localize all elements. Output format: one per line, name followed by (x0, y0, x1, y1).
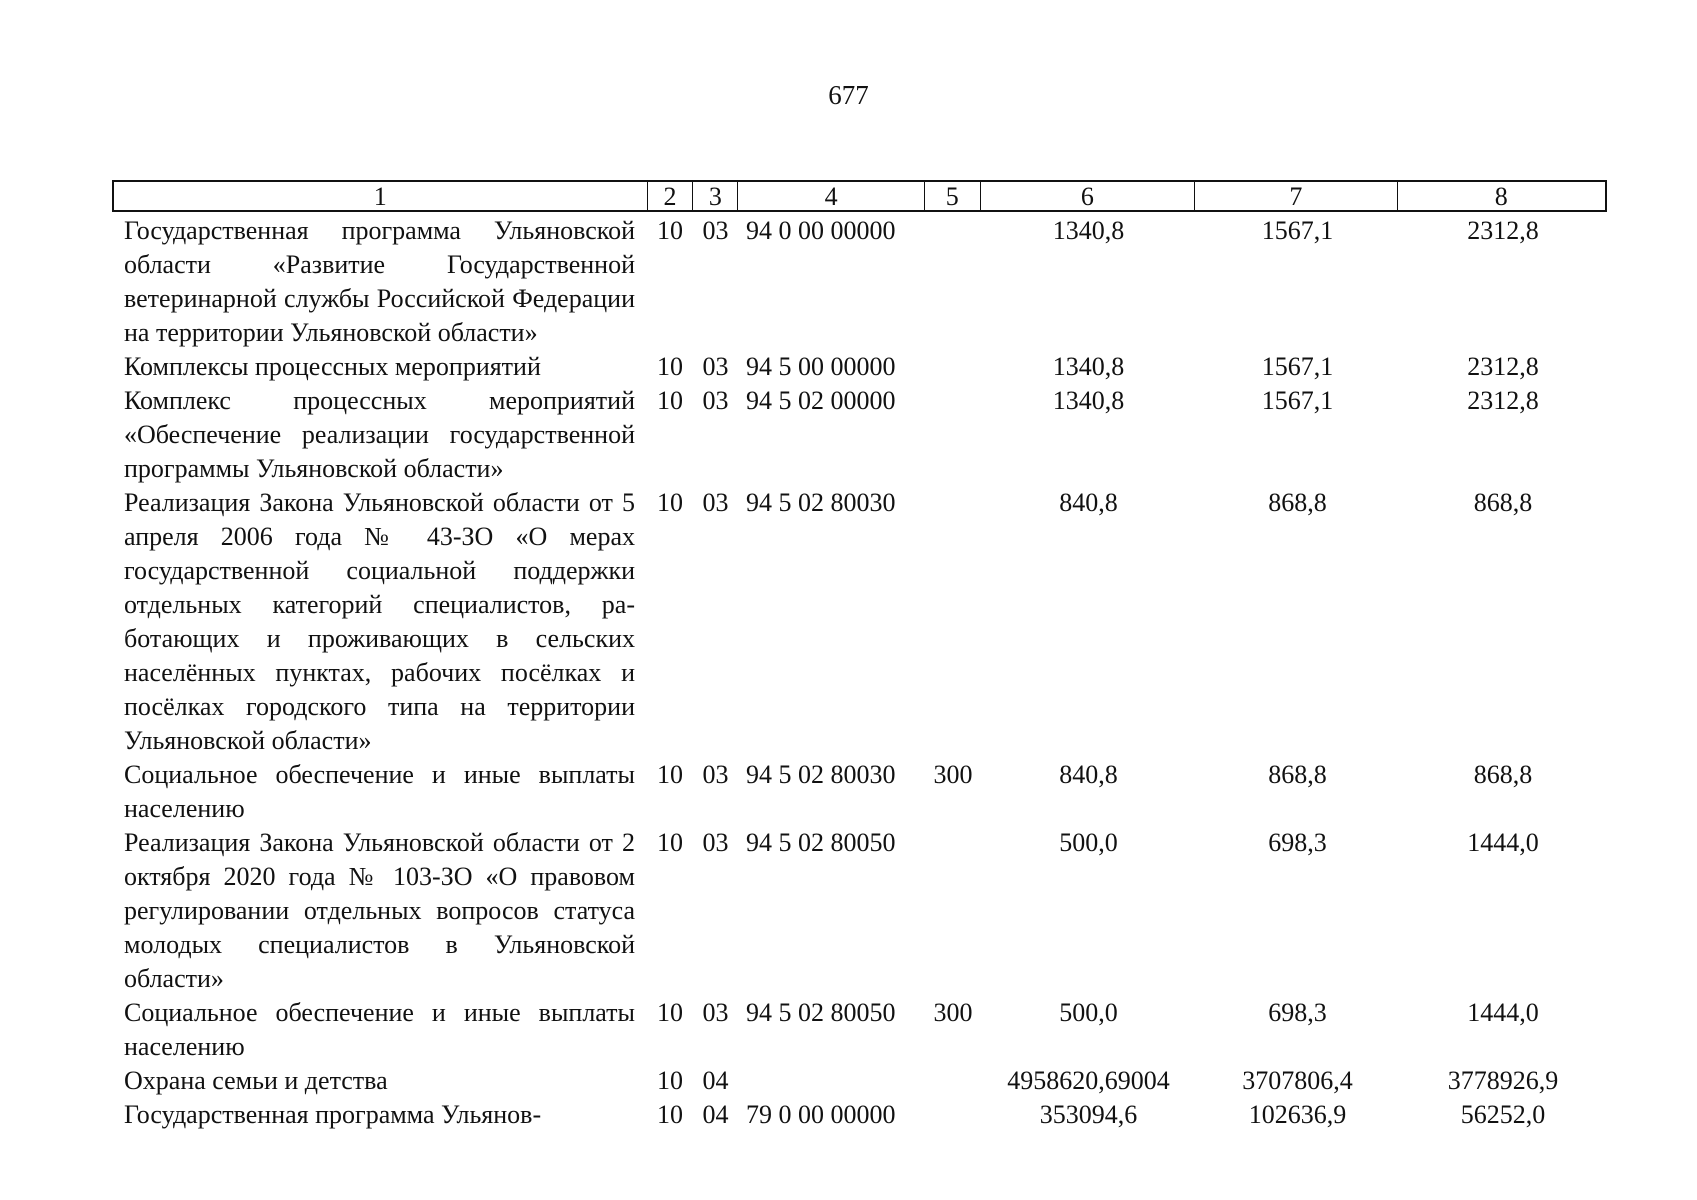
table-row (112, 214, 1607, 350)
row-amount-6: 840,8 (1059, 760, 1118, 789)
row-amount-8: 868,8 (1473, 760, 1533, 789)
table-header (112, 180, 1607, 212)
row-expense-type (925, 486, 981, 758)
row-expense-type: 300 (933, 760, 973, 789)
header-col-7: 7 (1195, 182, 1397, 210)
row-subsection: 03 (702, 352, 729, 381)
row-amount-8: 2312,8 (1467, 386, 1539, 415)
row-amount-7: 1567,1 (1261, 352, 1334, 381)
header-col-3: 3 (693, 182, 738, 210)
row-section: 10 (657, 760, 683, 789)
row-description: Реализация Закона Ульяновской области от 5 апреля 2006 года № 43-ЗО «О мерах государственной социальной поддержки отдельных категорий специалистов, работающих и проживающих в сельских населённых пунктах, рабочих посёлках и посёлках городского типа на территории Ульяновской области» (124, 488, 635, 755)
row-target-code: 94 5 02 80050 (746, 828, 896, 857)
row-target-code: 79 0 00 00000 (746, 1100, 896, 1129)
row-section: 10 (657, 1100, 683, 1129)
table-row (112, 996, 1607, 1064)
row-section: 10 (657, 216, 683, 245)
table-row (112, 1098, 1607, 1132)
header-col-6: 6 (981, 182, 1195, 210)
row-amount-6: 1340,8 (1052, 216, 1125, 245)
row-description: Государственная программа Ульяновской области «Развитие Государственной ветеринарной службы Российской Федерации на территории Ульяновской области» (124, 216, 635, 347)
table-row (112, 1064, 1607, 1098)
row-subsection: 03 (702, 488, 729, 517)
header-col-5: 5 (925, 182, 981, 210)
table-body (112, 214, 1607, 1132)
row-amount-6: 500,0 (1059, 998, 1118, 1027)
row-target-code: 94 0 00 00000 (746, 216, 896, 245)
row-expense-type (925, 826, 981, 996)
row-amount-6: 4958620,69004 (1007, 1066, 1170, 1095)
row-description: Комплексы процессных мероприятий (124, 352, 541, 381)
row-amount-6: 840,8 (1059, 488, 1118, 517)
row-target-code: 94 5 02 80030 (746, 760, 896, 789)
table-row (112, 350, 1607, 384)
header-col-1: 1 (114, 182, 648, 210)
table-row (112, 826, 1607, 996)
row-section: 10 (657, 1066, 683, 1095)
header-col-2: 2 (648, 182, 694, 210)
row-expense-type (925, 1098, 981, 1132)
row-amount-8: 1444,0 (1467, 828, 1539, 857)
row-description: Комплекс процессных мероприятий «Обеспечение реализации государственной программы Ульяновской области» (124, 386, 635, 483)
row-amount-7: 868,8 (1268, 488, 1327, 517)
row-amount-6: 1340,8 (1052, 386, 1125, 415)
row-amount-7: 3707806,4 (1242, 1066, 1353, 1095)
row-subsection: 04 (702, 1066, 729, 1095)
row-subsection: 03 (702, 998, 729, 1027)
row-amount-8: 56252,0 (1460, 1100, 1546, 1129)
row-subsection: 03 (702, 386, 729, 415)
header-col-4: 4 (738, 182, 925, 210)
row-expense-type (925, 350, 981, 384)
row-amount-7: 698,3 (1268, 828, 1327, 857)
row-subsection: 03 (702, 760, 729, 789)
row-amount-6: 353094,6 (1039, 1100, 1138, 1129)
row-expense-type: 300 (933, 998, 973, 1027)
row-section: 10 (657, 828, 683, 857)
row-amount-7: 102636,9 (1248, 1100, 1347, 1129)
row-section: 10 (657, 488, 683, 517)
row-amount-8: 2312,8 (1467, 352, 1539, 381)
header-col-8: 8 (1494, 182, 1508, 211)
row-subsection: 03 (702, 828, 729, 857)
table-row (112, 486, 1607, 758)
row-section: 10 (657, 352, 683, 381)
table-row (112, 758, 1607, 826)
row-description: Реализация Закона Ульяновской области от 2 октября 2020 года № 103-ЗО «О правовом регулировании отдельных вопросов статуса молодых специалистов в Ульяновской области» (124, 828, 635, 993)
row-amount-8: 868,8 (1473, 488, 1533, 517)
row-description: Социальное обеспечение и иные выплаты населению (124, 760, 635, 823)
row-subsection: 04 (702, 1100, 729, 1129)
row-expense-type (925, 384, 981, 486)
row-amount-8: 3778926,9 (1447, 1066, 1559, 1095)
row-subsection: 03 (702, 216, 729, 245)
row-amount-7: 1567,1 (1261, 216, 1334, 245)
row-expense-type (925, 214, 981, 350)
row-amount-6: 500,0 (1059, 828, 1118, 857)
row-amount-8: 1444,0 (1467, 998, 1539, 1027)
row-target-code (738, 1064, 925, 1098)
row-description: Охрана семьи и детства (124, 1066, 388, 1095)
row-target-code: 94 5 02 80030 (746, 488, 896, 517)
row-description: Государственная программа Ульянов- (124, 1100, 542, 1129)
row-amount-7: 1567,1 (1261, 386, 1334, 415)
row-description: Социальное обеспечение и иные выплаты населению (124, 998, 635, 1061)
row-amount-7: 868,8 (1268, 760, 1327, 789)
row-amount-7: 698,3 (1268, 998, 1327, 1027)
row-section: 10 (657, 386, 683, 415)
row-amount-6: 1340,8 (1052, 352, 1125, 381)
row-section: 10 (657, 998, 683, 1027)
page-number: 677 (828, 80, 869, 110)
row-target-code: 94 5 02 80050 (746, 998, 896, 1027)
row-target-code: 94 5 02 00000 (746, 386, 896, 415)
row-expense-type (925, 1064, 981, 1098)
row-amount-8: 2312,8 (1467, 216, 1539, 245)
table-row (112, 384, 1607, 486)
row-target-code: 94 5 00 00000 (746, 352, 896, 381)
